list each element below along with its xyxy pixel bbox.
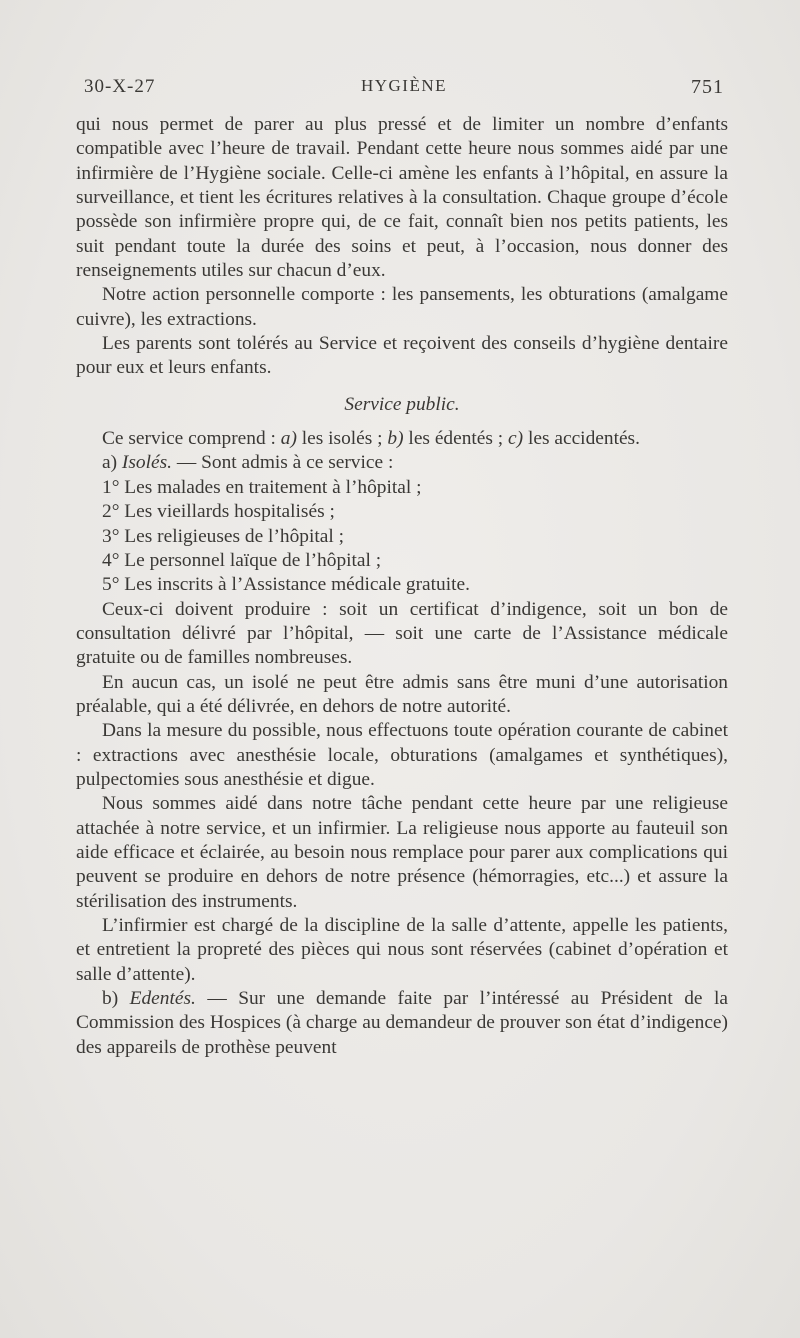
body-text [76, 113, 728, 1060]
p4-pre: Ce service comprend : [102, 428, 281, 450]
p4-post: les accidentés. [523, 428, 640, 450]
paragraph-11 [76, 987, 728, 1060]
p5-title: Isolés. [121, 452, 173, 474]
p4-mid1: les isolés ; [296, 428, 388, 450]
list-item: 1° Les malades en traitement à l’hôpital ; [102, 476, 422, 498]
paragraph-1: qui nous permet de parer au plus pressé et de limiter un nombre d’enfants compatible avec l’heure de travail. Pendant cette heure nous sommes aidé par une infirmière de l’Hygiène sociale. Celle-ci amène les enfants à l’hôpital, en assure la surveillance, et tient les écritures relatives à la consultation. Chaque groupe d’école possède son infirmière propre qui, de ce fait, connaît bien nos petits patients, les suit pendant toute la durée des soins et peut, à l’occasion, nous donner des renseignements utiles sur chacun d’eux. [76, 114, 728, 282]
page-header [84, 76, 724, 106]
p11-letter: b) [102, 988, 130, 1010]
section-title: Service public. [344, 393, 460, 415]
p5-letter: a) [102, 452, 122, 474]
header-title: HYGIÈNE [360, 76, 448, 95]
paragraph-10: L’infirmier est chargé de la discipline de la salle d’attente, appelle les patients, et entretient la propreté des pièces qui nous sont réservées (cabinet d’opération et salle d’attente). [76, 915, 728, 985]
p4-mid2: les édentés ; [403, 428, 509, 450]
p4-b: b) [387, 428, 404, 450]
list-item: 5° Les inscrits à l’Assistance médicale gratuite. [102, 574, 470, 596]
paragraph-6: Ceux-ci doivent produire : soit un certificat d’indigence, soit un bon de consultation délivré par l’hôpital, — soit une carte de l’Assistance médicale gratuite ou de familles nombreuses. [76, 598, 728, 669]
header-page-number: 751 [691, 76, 724, 98]
paragraph-2: Notre action personnelle comporte : les pansements, les obturations (amalgame cuivre), les extractions. [76, 284, 728, 330]
list-item: 2° Les vieillards hospitalisés ; [102, 501, 335, 523]
header-date: 30-X-27 [84, 76, 156, 97]
p4-a: a) [280, 428, 297, 450]
paragraph-5 [76, 451, 728, 475]
p4-c: c) [508, 428, 524, 450]
list-item: 4° Le personnel laïque de l’hôpital ; [102, 549, 382, 571]
paragraph-9: Nous sommes aidé dans notre tâche pendant cette heure par une religieuse attachée à notre service, et un infirmier. La religieuse nous apporte au fauteuil son aide efficace et éclairée, au besoin nous remplace pour parer aux complications qui peuvent se produire en dehors de notre présence (hémorragies, etc...) et assure la stérilisation des instruments. [76, 793, 728, 912]
list-item: 3° Les religieuses de l’hôpital ; [102, 525, 344, 547]
p11-title: Edentés. [129, 988, 196, 1010]
paragraph-4 [76, 427, 728, 451]
p11-rest: — Sur une demande faite par l’intéressé au Président de la Commission des Hospices (à charge au demandeur de prouver son état d’indigence) des appareils de prothèse peuvent [76, 988, 728, 1058]
paragraph-7: En aucun cas, un isolé ne peut être admis sans être muni d’une autorisation préalable, qui a été délivrée, en dehors de notre autorité. [76, 671, 728, 717]
p5-rest: — Sont admis à ce service : [172, 452, 394, 474]
paragraph-8: Dans la mesure du possible, nous effectuons toute opération courante de cabinet : extractions avec anesthésie locale, obturations (amalgames et synthétiques), pulpectomies sous anesthésie et digue. [76, 720, 728, 790]
paragraph-3: Les parents sont tolérés au Service et reçoivent des conseils d’hygiène dentaire pour eux et leurs enfants. [76, 333, 728, 379]
